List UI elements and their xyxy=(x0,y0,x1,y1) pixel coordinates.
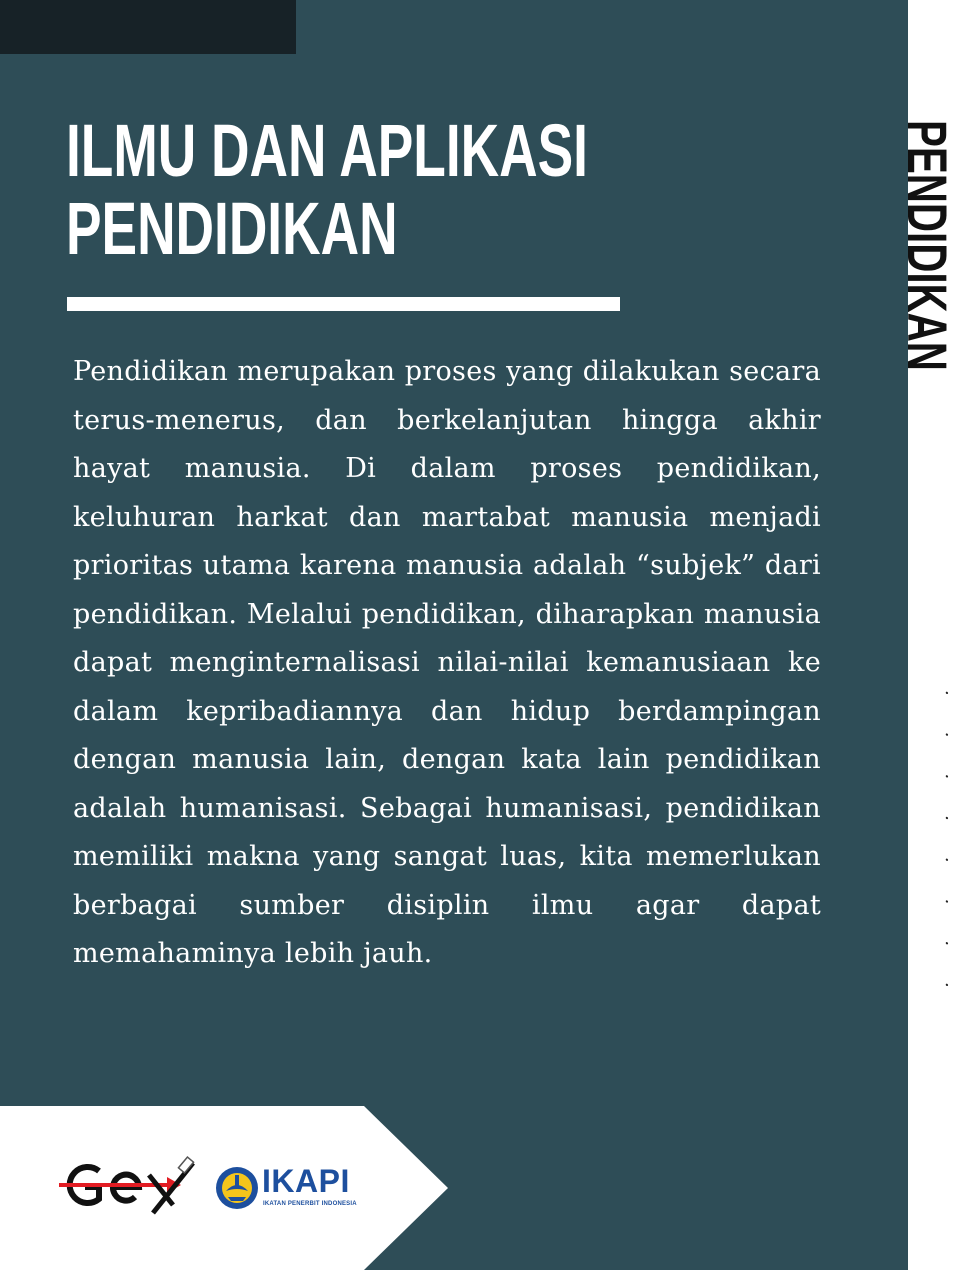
spine-author: ........ xyxy=(941,690,962,1024)
book-title xyxy=(66,109,588,270)
ikapi-logo xyxy=(214,1163,374,1215)
corner-accent-block xyxy=(0,0,296,54)
ikapi-emblem-icon xyxy=(214,1165,260,1211)
book-blurb: Pendidikan merupakan proses yang dilakukan secara terus-menerus, dan berkelanjutan hingga akhir hayat manusia. Di dalam proses pendidikan, keluhuran harkat dan martabat manusia menjadi prioritas utama karena manusia adalah “subjek” dari pendidikan. Melalui pendidikan, diharapkan manusia dapat menginternalisasi nilai-nilai kemanusiaan ke dalam kepribadiannya dan hidup berdampingan dengan manusia lain, dengan kata lain pendidikan adalah humanisasi. Sebagai humanisasi, pendidikan memiliki makna yang sangat luas, kita memerlukan berbagai sumber disiplin ilmu agar dapat memahaminya lebih jauh. xyxy=(73,356,821,969)
title-underline xyxy=(67,297,620,311)
gex-logo xyxy=(55,1153,200,1219)
ikapi-full-name: IKATAN PENERBIT INDONESIA xyxy=(263,1201,357,1207)
ikapi-name: IKAPI xyxy=(262,1163,350,1199)
book-title-line-1: ILMU DAN APLIKASI xyxy=(66,109,588,192)
spine-title: PENDIDIKAN xyxy=(896,120,959,371)
book-title-line-2: PENDIDIKAN xyxy=(66,187,398,270)
